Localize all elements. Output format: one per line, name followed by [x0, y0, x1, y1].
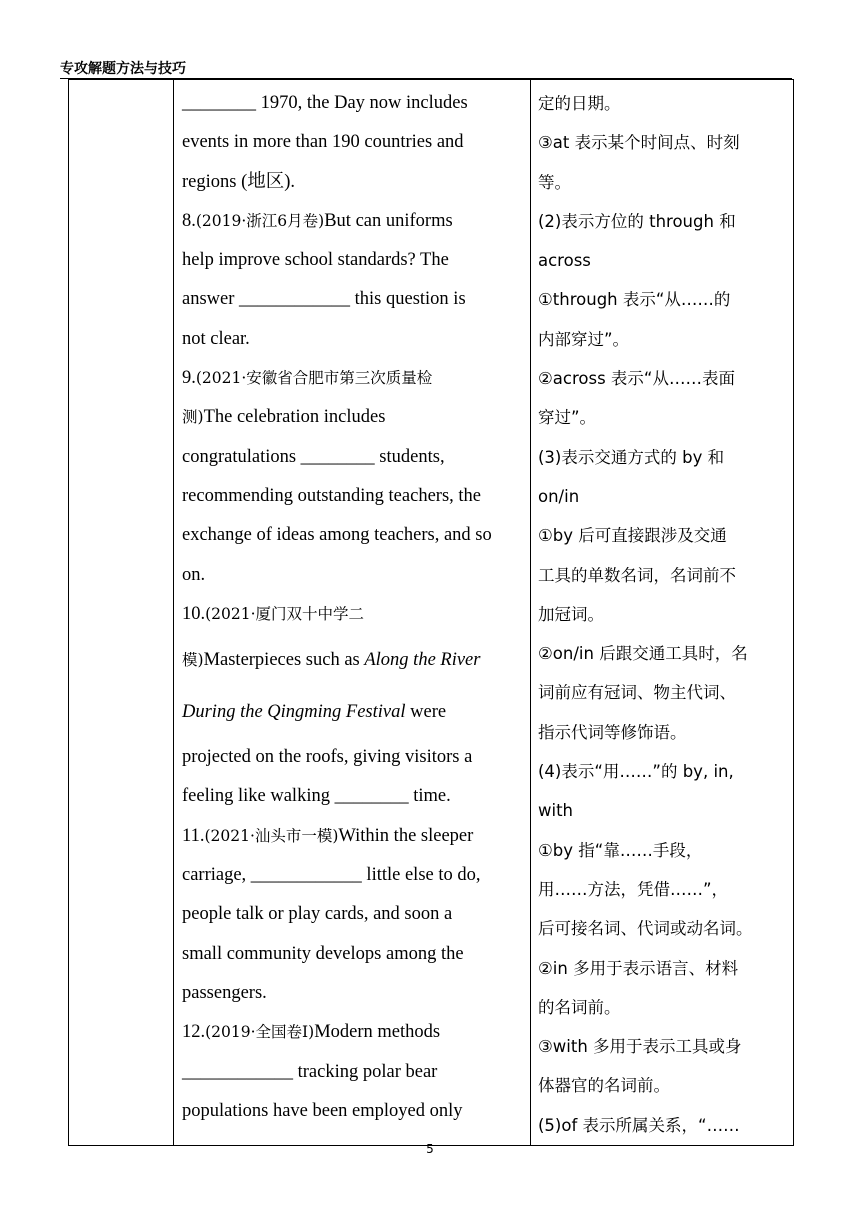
- rule-line: with: [538, 801, 574, 821]
- rules-content: [531, 80, 793, 1145]
- rule-line: ②in 多用于表示语言、材料: [538, 958, 739, 978]
- question-10-first-line: [182, 595, 524, 634]
- rule-line: ①by 指“靠……手段，: [538, 840, 703, 860]
- empty-label-cell: [69, 80, 174, 1146]
- question-line: regions (地区).: [182, 171, 296, 192]
- question-source: (2019·浙江6月卷): [195, 211, 325, 230]
- question-line: carriage, ____________ little else to do,: [182, 865, 481, 886]
- question-number: 11.: [182, 825, 205, 846]
- exercise-table: [68, 79, 794, 1146]
- rule-line: 穿过”。: [538, 408, 597, 428]
- rule-line: ①by 后可直接跟涉及交通: [538, 526, 727, 546]
- rule-line: ②across 表示“从……表面: [538, 369, 735, 389]
- question-text: were: [405, 702, 447, 723]
- rule-line: 工具的单数名词，名词前不: [538, 565, 736, 585]
- question-line: feeling like walking ________ time.: [182, 786, 451, 807]
- question-line: not clear.: [182, 328, 250, 349]
- question-source: (2021·安徽省合肥市第三次质量检: [195, 369, 433, 388]
- page-header-title: 专攻解题方法与技巧: [60, 61, 186, 77]
- rule-line: on/in: [538, 486, 580, 506]
- question-line: events in more than 190 countries and: [182, 132, 464, 153]
- question-number: 9.: [182, 368, 196, 389]
- question-line: ____________ tracking polar bear: [182, 1061, 438, 1082]
- question-line: help improve school standards? The: [182, 250, 449, 271]
- rule-line: ②on/in 后跟交通工具时，名: [538, 644, 748, 664]
- question-12-first-line: [182, 1013, 524, 1052]
- rule-line: 定的日期。: [538, 94, 621, 113]
- question-source-cont: 模): [182, 651, 204, 670]
- question-line: passengers.: [182, 982, 267, 1003]
- rule-line: ③at 表示某个时间点、时刻: [538, 133, 740, 153]
- question-text: Modern methods: [314, 1022, 441, 1043]
- question-number: 12.: [182, 1022, 206, 1043]
- rule-line: 用……方法，凭借……”，: [538, 879, 729, 899]
- rule-line: 体器官的名词前。: [538, 1076, 670, 1096]
- questions-content: [174, 80, 530, 1131]
- question-line: people talk or play cards, and soon a: [182, 904, 453, 925]
- rule-line: 词前应有冠词、物主代词、: [538, 683, 736, 703]
- question-text: The celebration includes: [203, 407, 386, 428]
- question-line: small community develops among the: [182, 943, 464, 964]
- question-line: on.: [182, 564, 206, 585]
- question-11-first-line: [182, 817, 524, 856]
- rules-cell: [531, 80, 794, 1146]
- question-source: (2021·厦门双十中学二: [205, 604, 365, 623]
- question-line: projected on the roofs, giving visitors a: [182, 747, 473, 768]
- rule-line: across: [538, 251, 591, 271]
- rule-line: ①through 表示“从……的: [538, 290, 731, 310]
- question-9-second-line: [182, 398, 524, 437]
- rule-line: (2)表示方位的 through 和: [538, 211, 736, 231]
- artwork-title: Along the River: [364, 650, 481, 671]
- questions-cell: [174, 80, 531, 1146]
- page-number: 5: [426, 1142, 434, 1156]
- rule-line: 的名词前。: [538, 997, 621, 1017]
- artwork-title-cont: During the Qingming Festival: [182, 702, 406, 723]
- rule-line: 指示代词等修饰语。: [538, 722, 687, 742]
- question-9-first-line: [182, 359, 524, 398]
- question-line: recommending outstanding teachers, the: [182, 485, 481, 506]
- question-text: Within the sleeper: [338, 825, 474, 846]
- question-line: ________ 1970, the Day now includes: [182, 93, 468, 113]
- rule-line: 等。: [538, 172, 571, 192]
- question-line: answer ____________ this question is: [182, 289, 466, 310]
- rule-line: ③with 多用于表示工具或身: [538, 1037, 742, 1057]
- question-line: congratulations ________ students,: [182, 446, 445, 467]
- rule-line: 后可接名词、代词或动名词。: [538, 919, 753, 939]
- rule-line: (3)表示交通方式的 by 和: [538, 447, 725, 467]
- table-row: [69, 80, 794, 1146]
- rule-line: (4)表示“用……”的 by, in,: [538, 762, 734, 782]
- question-line: exchange of ideas among teachers, and so: [182, 525, 492, 546]
- question-10-second-line: [182, 634, 524, 686]
- question-source: (2019·全国卷Ⅰ): [205, 1023, 315, 1042]
- question-text: Masterpieces such as: [203, 650, 365, 671]
- rule-line: 内部穿过”。: [538, 329, 630, 349]
- question-source: (2021·汕头市一模): [204, 826, 339, 845]
- question-line: populations have been employed only: [182, 1100, 463, 1121]
- question-10-third-line: [182, 686, 524, 738]
- question-number: 10.: [182, 603, 206, 624]
- question-number: 8.: [182, 210, 196, 231]
- question-source-cont: 测): [182, 408, 204, 427]
- question-text: But can uniforms: [324, 210, 453, 231]
- rule-line: 加冠词。: [538, 604, 604, 624]
- question-8-first-line: [182, 202, 524, 241]
- rule-line: (5)of 表示所属关系，“……: [538, 1115, 740, 1135]
